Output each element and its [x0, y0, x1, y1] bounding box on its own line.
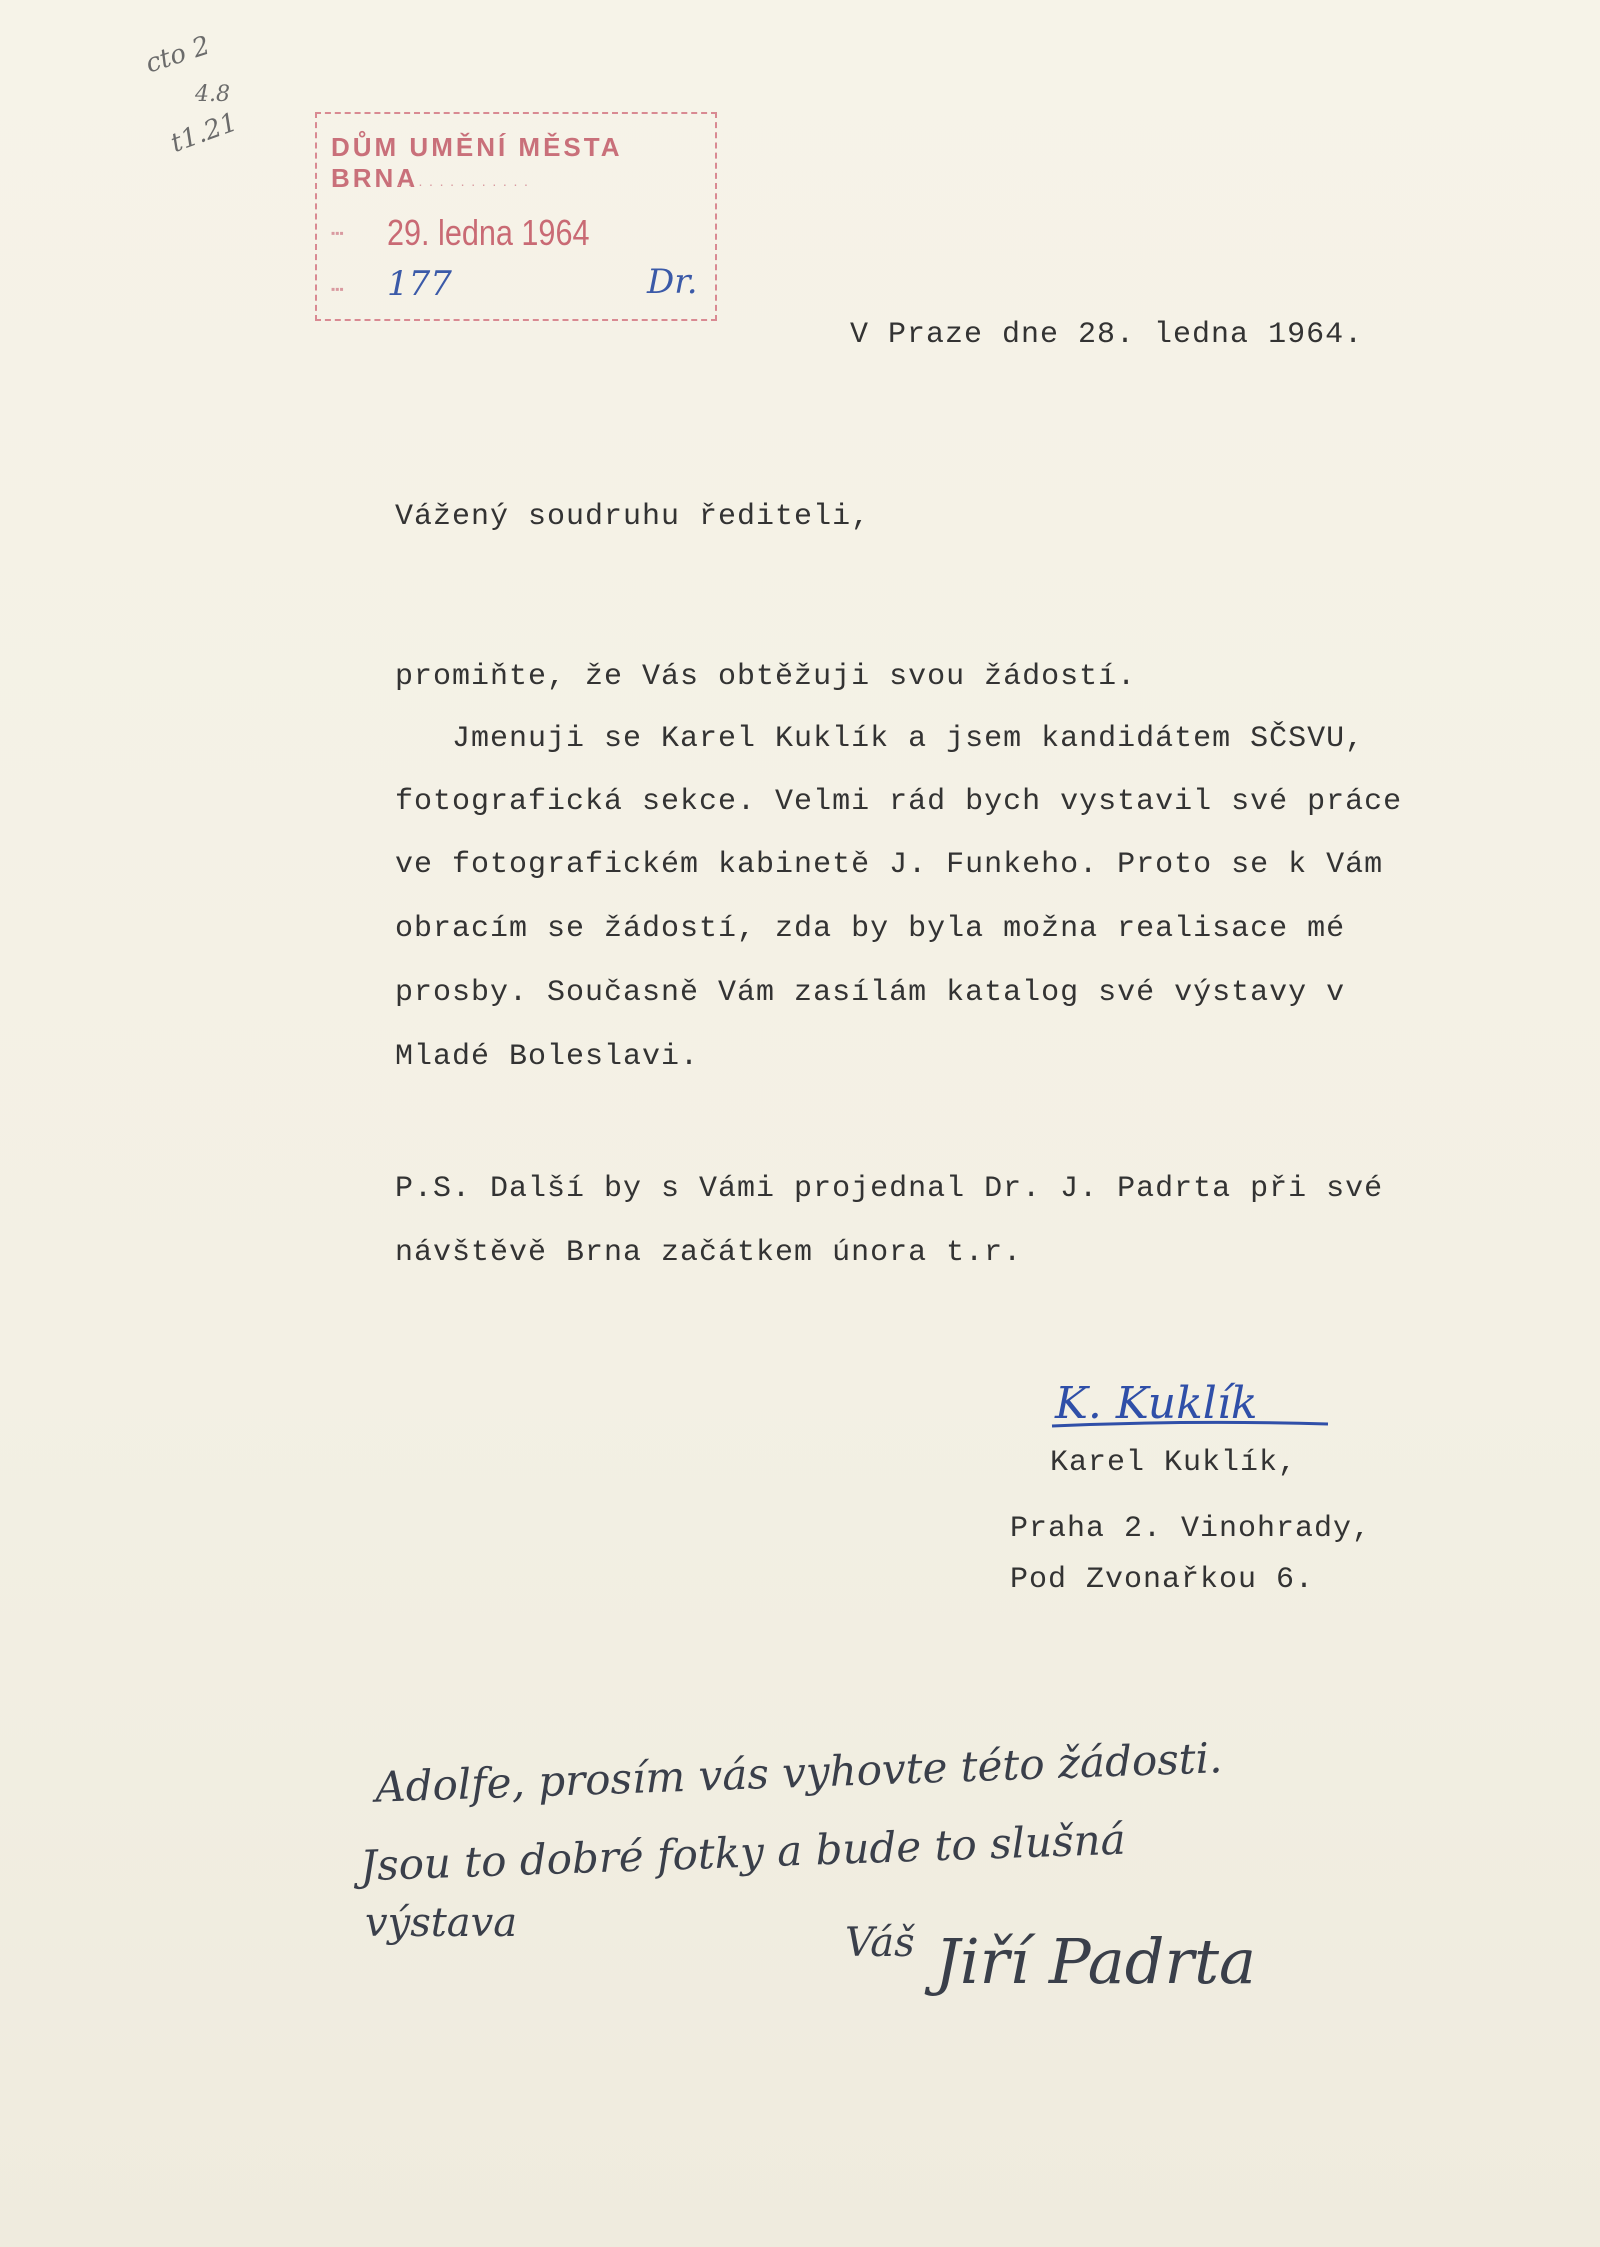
body-line: prosby. Současně Vám zasílám katalog své výstavy v [395, 976, 1346, 1010]
body-line: fotografická sekce. Velmi rád bych vystavil své práce [395, 785, 1403, 819]
stamp-date: 29. ledna 1964 [387, 212, 590, 253]
corner-note-1: cto 2 [141, 30, 214, 80]
body-line: promiňte, že Vás obtěžuji svou žádostí. [395, 660, 1137, 694]
date-line: V Praze dne 28. ledna 1964. [850, 318, 1364, 352]
handwritten-note-line: výstava [365, 1900, 518, 1946]
corner-note-3: t1.21 [166, 107, 242, 159]
signer-address-1: Praha 2. Vinohrady, [1010, 1512, 1372, 1546]
receipt-stamp [315, 112, 717, 321]
corner-note-2: 4.8 [195, 82, 230, 107]
stamp-label-date: ▪▪▪ [331, 226, 344, 240]
handwritten-note-line: Adolfe, prosím vás vyhovte této žádosti. [374, 1733, 1224, 1812]
body-line: Jmenuji se Karel Kuklík a jsem kandidátem SČSVU, [395, 722, 1365, 756]
handwritten-note-line: Jsou to dobré fotky a bude to slušná [359, 1814, 1127, 1891]
stamp-label-number: ▪▪▪ [331, 282, 344, 296]
signer-address-2: Pod Zvonařkou 6. [1010, 1563, 1315, 1597]
signer-name: Karel Kuklík, [1050, 1446, 1298, 1480]
stamp-institution: DŮM UMĚNÍ MĚSTA BRNA [331, 132, 622, 193]
stamp-initials: Dr. [647, 262, 698, 302]
handwritten-note-signer: Jiří Padrta [935, 1925, 1256, 1998]
body-line: obracím se žádostí, zda by byla možna realisace mé [395, 912, 1346, 946]
body-line: ve fotografickém kabinetě J. Funkeho. Proto se k Vám [395, 848, 1384, 882]
handwritten-note-closing: Váš [845, 1920, 915, 1966]
body-line: Mladé Boleslavi. [395, 1040, 700, 1074]
handwritten-signature-kuklik: K. Kuklík [1055, 1378, 1258, 1429]
postscript-line: návštěvě Brna začátkem února t.r. [395, 1236, 1023, 1270]
salutation: Vážený soudruhu řediteli, [395, 500, 871, 534]
stamp-address-smudge: · · · · · · · · · · · · · [397, 176, 530, 192]
signature-underline [1050, 1418, 1330, 1432]
postscript-line: P.S. Další by s Vámi projednal Dr. J. Padrta při své [395, 1172, 1384, 1206]
stamp-number: 177 [387, 264, 452, 304]
